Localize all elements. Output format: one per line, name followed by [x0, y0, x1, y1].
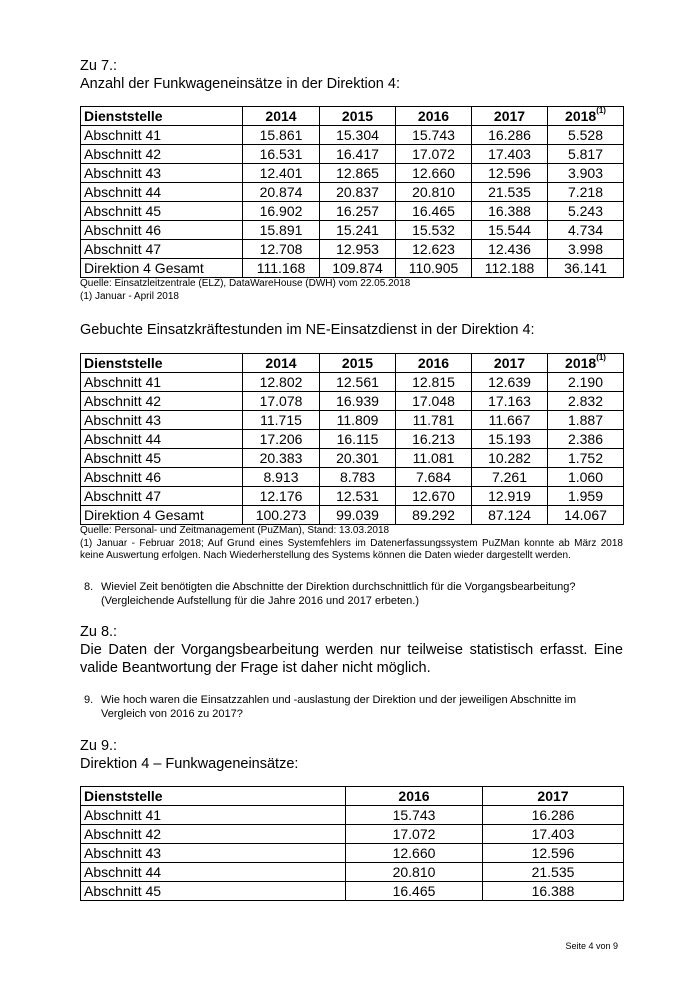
- table-cell: 87.124: [472, 506, 548, 525]
- table-cell: 16.286: [472, 126, 548, 145]
- row-label: Abschnitt 44: [81, 862, 346, 881]
- section7-subheading2: Gebuchte Einsatzkräftestunden im NE-Einsatzdienst in der Direktion 4:: [80, 322, 535, 338]
- table-cell: 15.241: [320, 221, 396, 240]
- table-header-row: [81, 354, 624, 373]
- table-cell: 12.436: [472, 240, 548, 259]
- table-cell: 20.810: [396, 183, 472, 202]
- table-cell: 20.301: [320, 449, 396, 468]
- footnote-marker: (1): [596, 353, 606, 363]
- table-cell: 5.243: [548, 202, 624, 221]
- table-cell: 12.639: [472, 373, 548, 392]
- table-cell: 16.902: [243, 202, 320, 221]
- table-row: [81, 468, 624, 487]
- table-cell: 8.783: [320, 468, 396, 487]
- section7-heading: Zu 7.:: [80, 58, 118, 74]
- table-cell: 15.743: [396, 126, 472, 145]
- table-row: [81, 487, 624, 506]
- table-cell: 15.544: [472, 221, 548, 240]
- table-cell: 17.163: [472, 392, 548, 411]
- table-row: [81, 430, 624, 449]
- row-label: Abschnitt 44: [81, 430, 243, 449]
- column-header: 2015: [320, 107, 396, 126]
- table-cell: 17.048: [396, 392, 472, 411]
- table-row: [81, 411, 624, 430]
- table-row: [81, 202, 624, 221]
- table-cell: 1.959: [548, 487, 624, 506]
- document-page: [80, 0, 623, 901]
- row-label: Abschnitt 45: [81, 202, 243, 221]
- table-cell: 11.715: [243, 411, 320, 430]
- table-cell: 12.623: [396, 240, 472, 259]
- table-cell: 1.752: [548, 449, 624, 468]
- row-label: Direktion 4 Gesamt: [81, 506, 243, 525]
- table-cell: 12.596: [483, 843, 624, 862]
- table-cell: 1.887: [548, 411, 624, 430]
- table-cell: 15.304: [320, 126, 396, 145]
- table-cell: 3.998: [548, 240, 624, 259]
- question-9: [80, 693, 623, 721]
- funkwagen-table: [80, 106, 624, 278]
- table-cell: 8.913: [243, 468, 320, 487]
- table-cell: 111.168: [243, 259, 320, 278]
- table-row: [81, 862, 624, 881]
- table-cell: 100.273: [243, 506, 320, 525]
- table-cell: 20.810: [346, 862, 483, 881]
- table-row: [81, 449, 624, 468]
- table-cell: 12.953: [320, 240, 396, 259]
- table-row: [81, 373, 624, 392]
- row-label: Abschnitt 41: [81, 126, 243, 145]
- table-cell: 16.388: [472, 202, 548, 221]
- table-row: [81, 881, 624, 900]
- question-8-number: 8.: [84, 580, 94, 593]
- table-cell: 17.078: [243, 392, 320, 411]
- row-label: Abschnitt 43: [81, 164, 243, 183]
- table-cell: 21.535: [483, 862, 624, 881]
- section7-subheading: Anzahl der Funkwageneinsätze in der Direktion 4:: [80, 76, 400, 92]
- table-cell: 7.261: [472, 468, 548, 487]
- table-cell: 5.528: [548, 126, 624, 145]
- row-label: Abschnitt 42: [81, 392, 243, 411]
- column-header: 2017: [472, 107, 548, 126]
- table1-footnote: (1) Januar - April 2018: [80, 290, 179, 302]
- row-label: Abschnitt 41: [81, 805, 346, 824]
- table-cell: 20.383: [243, 449, 320, 468]
- row-label: Abschnitt 43: [81, 411, 243, 430]
- table-cell: 12.802: [243, 373, 320, 392]
- table-cell: 12.670: [396, 487, 472, 506]
- table-cell: 16.286: [483, 805, 624, 824]
- table-cell: 2.190: [548, 373, 624, 392]
- table2-footnote: (1) Januar - Februar 2018; Auf Grund eines Systemfehlers im Datenerfassungssystem PuZMan konnte ab März 2018 keine Auswertung erfolgen. Nach Wiederherstellung des Systems können die Daten wieder dargestellt werden.: [80, 537, 623, 561]
- table-cell: 16.531: [243, 145, 320, 164]
- table-cell: 16.213: [396, 430, 472, 449]
- table-row: [81, 126, 624, 145]
- table-cell: 16.257: [320, 202, 396, 221]
- table-cell: 99.039: [320, 506, 396, 525]
- page-number: Seite 4 von 9: [565, 941, 618, 951]
- column-header: 2018$^{(1)}$: [548, 354, 624, 373]
- table-row: [81, 164, 624, 183]
- table2-source: Quelle: Personal- und Zeitmanagement (PuZMan), Stand: 13.03.2018: [80, 525, 390, 536]
- table-cell: 12.596: [472, 164, 548, 183]
- row-label: Abschnitt 43: [81, 843, 346, 862]
- column-header: Dienststelle: [81, 354, 243, 373]
- table-cell: 12.865: [320, 164, 396, 183]
- row-label: Abschnitt 47: [81, 240, 243, 259]
- table-cell: 15.193: [472, 430, 548, 449]
- table-cell: 110.905: [396, 259, 472, 278]
- column-header: 2017: [472, 354, 548, 373]
- table-cell: 12.401: [243, 164, 320, 183]
- table-cell: 1.060: [548, 468, 624, 487]
- table-cell: 12.815: [396, 373, 472, 392]
- table-cell: 16.115: [320, 430, 396, 449]
- table-row: [81, 824, 624, 843]
- table-cell: 3.903: [548, 164, 624, 183]
- section8-answer: Die Daten der Vorgangsbearbeitung werden nur teilweise statistisch erfasst. Eine valide Beantwortung der Frage ist daher nicht möglich.: [80, 641, 623, 676]
- section8-heading: Zu 8.:: [80, 623, 118, 640]
- table-cell: 15.532: [396, 221, 472, 240]
- question-8: [80, 580, 623, 608]
- table-row: [81, 843, 624, 862]
- table-cell: 36.141: [548, 259, 624, 278]
- table-row: [81, 145, 624, 164]
- table-header-row: [81, 786, 624, 805]
- table-cell: 4.734: [548, 221, 624, 240]
- column-header: 2018$^{(1)}$: [548, 107, 624, 126]
- table-row: [81, 506, 624, 525]
- section9-heading: Zu 9.:: [80, 737, 118, 754]
- table-row: [81, 392, 624, 411]
- table-row: [81, 259, 624, 278]
- column-header: 2016: [396, 107, 472, 126]
- column-header: 2016: [346, 786, 483, 805]
- table-row: [81, 183, 624, 202]
- table-cell: 17.206: [243, 430, 320, 449]
- table-cell: 109.874: [320, 259, 396, 278]
- table-cell: 20.874: [243, 183, 320, 202]
- table-cell: 112.188: [472, 259, 548, 278]
- table-cell: 12.660: [346, 843, 483, 862]
- table-cell: 12.708: [243, 240, 320, 259]
- question-9-number: 9.: [84, 693, 94, 706]
- table-cell: 17.072: [346, 824, 483, 843]
- column-header: 2015: [320, 354, 396, 373]
- funkwagen-vergleich-table: [80, 786, 624, 901]
- column-header: Dienststelle: [81, 107, 243, 126]
- column-header: 2014: [243, 107, 320, 126]
- table-cell: 12.919: [472, 487, 548, 506]
- column-header: 2016: [396, 354, 472, 373]
- table-cell: 7.218: [548, 183, 624, 202]
- section9-subheading: Direktion 4 – Funkwageneinsätze:: [80, 755, 299, 772]
- row-label: Abschnitt 44: [81, 183, 243, 202]
- table-row: [81, 221, 624, 240]
- table-cell: 21.535: [472, 183, 548, 202]
- row-label: Abschnitt 46: [81, 468, 243, 487]
- row-label: Abschnitt 45: [81, 449, 243, 468]
- table-cell: 89.292: [396, 506, 472, 525]
- table-cell: 5.817: [548, 145, 624, 164]
- table-cell: 17.403: [483, 824, 624, 843]
- table-cell: 16.417: [320, 145, 396, 164]
- table-cell: 15.861: [243, 126, 320, 145]
- table-cell: 15.743: [346, 805, 483, 824]
- table-cell: 12.561: [320, 373, 396, 392]
- table-cell: 2.832: [548, 392, 624, 411]
- table-cell: 11.809: [320, 411, 396, 430]
- column-header: Dienststelle: [81, 786, 346, 805]
- row-label: Abschnitt 46: [81, 221, 243, 240]
- row-label: Abschnitt 45: [81, 881, 346, 900]
- question-8-text: Wieviel Zeit benötigten die Abschnitte der Direktion durchschnittlich für die Vorgangsbearbeitung? (Vergleichende Aufstellung für die Jahre 2016 und 2017 erbeten.): [101, 580, 576, 607]
- row-label: Abschnitt 41: [81, 373, 243, 392]
- table-cell: 2.386: [548, 430, 624, 449]
- row-label: Abschnitt 42: [81, 824, 346, 843]
- table-cell: 20.837: [320, 183, 396, 202]
- table-cell: 17.403: [472, 145, 548, 164]
- table-cell: 11.781: [396, 411, 472, 430]
- table-header-row: [81, 107, 624, 126]
- row-label: Direktion 4 Gesamt: [81, 259, 243, 278]
- table1-source: Quelle: Einsatzleitzentrale (ELZ), DataWareHouse (DWH) vom 22.05.2018: [80, 278, 411, 289]
- table-cell: 10.282: [472, 449, 548, 468]
- table-cell: 12.660: [396, 164, 472, 183]
- table-row: [81, 240, 624, 259]
- row-label: Abschnitt 47: [81, 487, 243, 506]
- table-row: [81, 805, 624, 824]
- table-cell: 11.081: [396, 449, 472, 468]
- footnote-marker: (1): [596, 106, 606, 116]
- table-cell: 12.176: [243, 487, 320, 506]
- row-label: Abschnitt 42: [81, 145, 243, 164]
- table-cell: 16.465: [346, 881, 483, 900]
- table-cell: 7.684: [396, 468, 472, 487]
- column-header: 2017: [483, 786, 624, 805]
- table-cell: 12.531: [320, 487, 396, 506]
- column-header: 2014: [243, 354, 320, 373]
- table-cell: 17.072: [396, 145, 472, 164]
- table-cell: 15.891: [243, 221, 320, 240]
- question-9-text: Wie hoch waren die Einsatzzahlen und -auslastung der Direktion und der jeweiligen Abschnitte im Vergleich von 2016 zu 2017?: [101, 693, 577, 720]
- table-cell: 14.067: [548, 506, 624, 525]
- table-cell: 11.667: [472, 411, 548, 430]
- einsatzkraeftestunden-table: [80, 353, 624, 525]
- table-cell: 16.388: [483, 881, 624, 900]
- table-cell: 16.939: [320, 392, 396, 411]
- table-cell: 16.465: [396, 202, 472, 221]
